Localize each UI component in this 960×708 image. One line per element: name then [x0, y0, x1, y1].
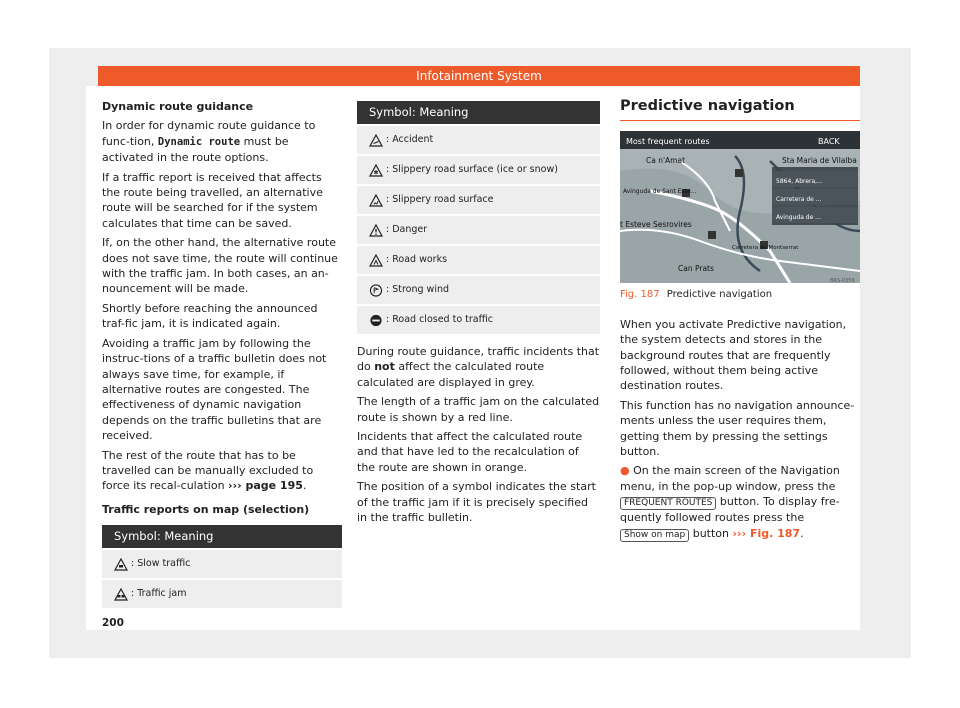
show-on-map-button-label: Show on map: [620, 529, 689, 542]
column-middle: [357, 101, 600, 529]
map-place-label: Ca n'Amat: [646, 156, 686, 166]
route-list-item[interactable]: Carretera de ...: [776, 196, 822, 204]
table-row: [357, 216, 600, 244]
bullet-icon: ●: [620, 464, 630, 478]
map-place-label: t Esteve Sesrovires: [620, 220, 692, 230]
strong-wind-icon: [369, 284, 383, 297]
table-row: [357, 126, 600, 154]
page-reference-link[interactable]: ››› page 195: [228, 479, 303, 493]
danger-icon: [369, 224, 383, 237]
text: affect the calculated route calculated are displayed in grey.: [357, 360, 545, 389]
page-number: 200: [102, 617, 124, 629]
paragraph: This function has no navigation announce-ments unless the user requires them, getting them by pressing the settings button.: [620, 398, 855, 459]
paragraph: Avoiding a traffic jam by following the instruc-tions of a traffic bulletin does not always save time, for example, if alternative routes are congested. The effectiveness of dynamic navigation depends on the traffic bulletins that are received.: [102, 336, 327, 443]
route-list-item[interactable]: 5864, Abrera,...: [776, 178, 823, 186]
dynamic-route-heading: Dynamic route guidance: [102, 100, 254, 113]
route-list-item[interactable]: Avinguda de ...: [776, 214, 821, 222]
table-row: [102, 580, 342, 608]
text: .: [302, 479, 307, 493]
text: .: [800, 526, 804, 540]
frequent-routes-button-label: FREQUENT ROUTES: [620, 497, 716, 510]
map-title: Most frequent routes: [626, 137, 710, 147]
road-closed-icon: [369, 314, 383, 327]
paragraph: [357, 344, 600, 390]
table-cell: : Road closed to traffic: [386, 314, 494, 326]
table-row: [357, 276, 600, 304]
text: In order for dynamic route guidance to func-tion,: [102, 119, 316, 148]
table-cell: : Danger: [386, 224, 428, 236]
map-place-label: Sta Maria de Vilalba: [782, 156, 857, 166]
table-cell: : Slow traffic: [131, 558, 191, 570]
table-cell: : Slippery road surface: [386, 194, 494, 206]
text: button: [692, 526, 730, 540]
emphasis: not: [374, 360, 395, 374]
slippery-ice-icon: [369, 164, 383, 177]
map-place-label: Avinguda de Sant Este...: [623, 188, 697, 196]
paragraph: Shortly before reaching the announced traf-fic jam, it is indicated again.: [102, 301, 318, 331]
figure-number: Fig. 187: [620, 289, 660, 301]
text: The rest of the route that has to be travelled can be manually excluded to force its recal-culation: [102, 448, 314, 493]
paragraph: If a traffic report is received that affects the route being travelled, an alternative route will be searched for if the system calculates that time can be saved.: [102, 170, 323, 230]
section-header: Infotainment System: [98, 66, 860, 86]
symbol-table: [102, 525, 342, 608]
predictive-navigation-heading: Predictive navigation: [620, 99, 860, 121]
paragraph: Incidents that affect the calculated route and that have led to the recalculation of the route are shown in orange.: [357, 430, 583, 474]
paragraph: If, on the other hand, the alternative route does not save time, the route will continue with the traffic jam. In both cases, an an-nouncement will be made.: [102, 236, 338, 296]
paragraph: When you activate Predictive navigation, the system detects and stores in the background routes that are frequently followed, without them being active destination routes.: [620, 317, 847, 393]
map-place-label: Can Prats: [678, 264, 714, 274]
predictive-navigation-screenshot: [620, 131, 860, 283]
text: must be activated in the route options.: [102, 134, 289, 165]
code-term: Dynamic route: [157, 135, 241, 148]
paragraph: The position of a symbol indicates the start of the traffic jam if it is precisely specified in the traffic bulletin.: [357, 480, 596, 525]
table-cell: : Strong wind: [386, 284, 450, 296]
table-cell: : Traffic jam: [131, 588, 187, 600]
figure-caption-text: Predictive navigation: [666, 289, 773, 301]
table-row: [357, 306, 600, 334]
back-button[interactable]: BACK: [818, 137, 840, 147]
table-cell: : Road works: [386, 254, 448, 266]
column-right: [620, 99, 860, 546]
table-cell: : Slippery road surface (ice or snow): [386, 164, 558, 176]
table-row: [357, 186, 600, 214]
accident-icon: [369, 134, 383, 147]
paragraph: The length of a traffic jam on the calculated route is shown by a red line.: [357, 395, 600, 424]
symbol-table: [357, 101, 600, 334]
table-header: Symbol: Meaning: [102, 525, 342, 548]
paragraph: [102, 118, 342, 165]
image-code: BRS-0359: [830, 278, 855, 284]
table-row: [102, 550, 342, 578]
table-row: [357, 156, 600, 184]
paragraph: [102, 448, 342, 494]
map-place-label: Carretera de Montserrat: [732, 245, 799, 252]
slippery-road-icon: [369, 194, 383, 207]
traffic-jam-icon: [114, 588, 128, 601]
figure-reference-link[interactable]: ››› Fig. 187: [732, 526, 801, 540]
table-header: Symbol: Meaning: [357, 101, 600, 124]
road-works-icon: [369, 254, 383, 267]
table-cell: : Accident: [386, 134, 434, 146]
column-left: [102, 99, 342, 608]
traffic-reports-heading: Traffic reports on map (selection): [102, 502, 310, 516]
slow-traffic-icon: [114, 558, 128, 571]
text: button. To display fre-quently followed routes press the: [620, 495, 840, 525]
paragraph: [620, 463, 860, 541]
text: On the main screen of the Navigation menu, in the pop-up window, press the: [620, 464, 840, 493]
table-row: [357, 246, 600, 274]
text: During route guidance, traffic incidents that do: [357, 345, 600, 374]
figure-caption: [620, 287, 860, 302]
